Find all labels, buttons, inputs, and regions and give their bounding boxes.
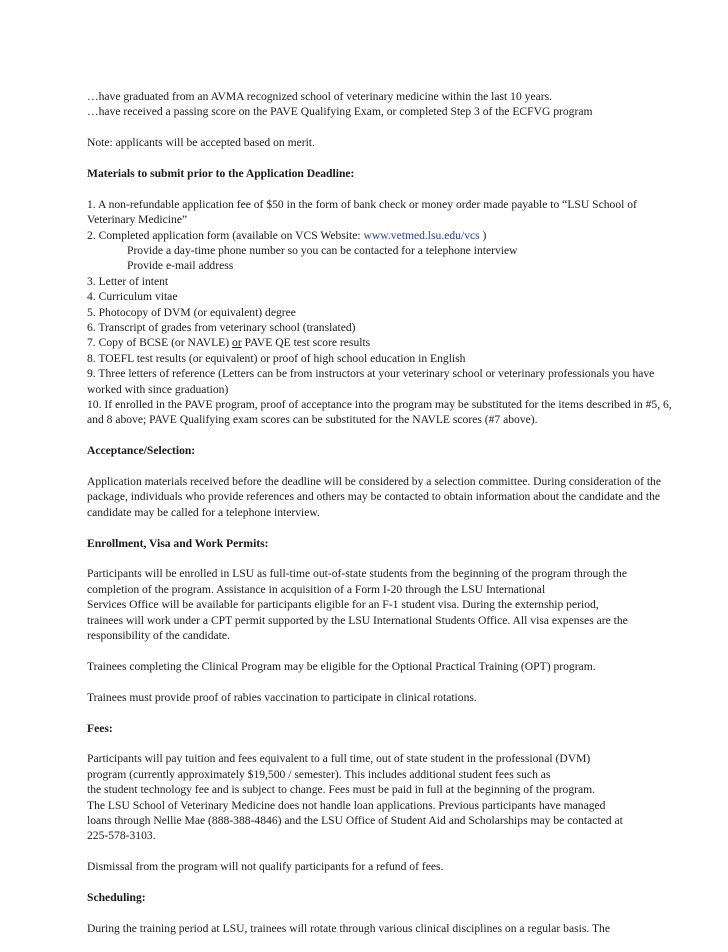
materials-subitem-phone: Provide a day-time phone number so you can be contacted for a telephone interview [127, 244, 518, 258]
fees-line-2: program (currently approximately $19,500 / semester). This includes additional student fees such as [87, 767, 551, 781]
enrollment-line-4: trainees will work under a CPT permit supported by the LSU International Students Office. All visa expenses are the [87, 613, 628, 627]
fees-body [87, 751, 672, 843]
materials-list [87, 197, 672, 428]
materials-item-7-text: 7. Copy of BCSE (or NAVLE) [87, 336, 233, 350]
opt-paragraph: Trainees completing the Clinical Program may be eligible for the Optional Practical Training (OPT) program. [87, 659, 596, 673]
acceptance-heading: Acceptance/Selection: [87, 444, 196, 458]
acceptance-body: Application materials received before the deadline will be considered by a selection committee. During consideration of the package, individuals who provide references and others may be contacted to obtain information about the candidate and the candidate may be called for a telephone interview. [87, 475, 662, 519]
merit-note: Note: applicants will be accepted based on merit. [87, 136, 315, 150]
materials-item-8: 8. TOEFL test results (or equivalent) or proof of high school education in English [87, 351, 466, 365]
enrollment-line-3: Services Office will be available for participants eligible for an F-1 student visa. During the externship period, [87, 598, 599, 612]
rabies-paragraph: Trainees must provide proof of rabies vaccination to participate in clinical rotations. [87, 690, 477, 704]
scheduling-line-1: During the training period at LSU, trainees will rotate through various clinical disciplines on a regular basis. The [87, 921, 610, 935]
materials-item-7-suffix: PAVE QE test score results [241, 336, 371, 350]
eligibility-line-2: …have received a passing score on the PAVE Qualifying Exam, or completed Step 3 of the ECFVG program [87, 105, 593, 119]
enrollment-heading: Enrollment, Visa and Work Permits: [87, 536, 269, 550]
vcs-website-link[interactable]: www.vetmed.lsu.edu/vcs [363, 228, 480, 242]
scheduling-body [87, 921, 672, 936]
enrollment-body [87, 566, 672, 643]
fees-line-3: the student technology fee and is subject to change. Fees must be paid in full at the beginning of the program. [87, 783, 596, 797]
eligibility-line-1: …have graduated from an AVMA recognized school of veterinary medicine within the last 10 years. [87, 90, 553, 103]
enrollment-line-2: completion of the program. Assistance in acquisition of a Form I-20 through the LSU International [87, 582, 546, 596]
enrollment-line-5: responsibility of the candidate. [87, 629, 230, 643]
eligibility-intro [87, 89, 672, 120]
materials-item-2-suffix: ) [479, 228, 487, 242]
scheduling-heading: Scheduling: [87, 890, 146, 904]
materials-heading: Materials to submit prior to the Application Deadline: [87, 167, 355, 180]
fees-line-1: Participants will pay tuition and fees equivalent to a full time, out of state student in the professional (DVM) [87, 752, 591, 766]
fees-line-4: The LSU School of Veterinary Medicine does not handle loan applications. Previous participants have managed [87, 798, 606, 812]
materials-item-10: 10. If enrolled in the PAVE program, proof of acceptance into the program may be substituted for the items described in #5, 6, and 8 above; PAVE Qualifying exam scores can be substituted for the NAVLE scores (#7 above). [87, 398, 672, 427]
fees-line-6: 225-578-3103. [87, 829, 156, 843]
materials-item-6: 6. Transcript of grades from veterinary school (translated) [87, 321, 356, 335]
materials-item-1: 1. A non-refundable application fee of $50 in the form of bank check or money order made payable to “LSU School of Veterinary Medicine” [87, 197, 637, 227]
dismissal-paragraph: Dismissal from the program will not qualify participants for a refund of fees. [87, 860, 444, 874]
materials-item-7 [87, 335, 672, 350]
document-body [87, 89, 672, 952]
materials-item-4: 4. Curriculum vitae [87, 290, 178, 304]
materials-item-9: 9. Three letters of reference (Letters can be from instructors at your veterinary school or veterinary professionals you have worked with since graduation) [87, 367, 655, 396]
materials-item-2-text: 2. Completed application form (available on VCS Website: [87, 228, 364, 242]
fees-heading: Fees: [87, 721, 113, 735]
fees-line-5: loans through Nellie Mae (888-388-4846) and the LSU Office of Student Aid and Scholarships may be contacted at [87, 813, 623, 827]
materials-item-3: 3. Letter of intent [87, 274, 169, 288]
materials-item-7-or: or [232, 336, 242, 350]
materials-item-2 [87, 228, 672, 243]
materials-item-5: 5. Photocopy of DVM (or equivalent) degree [87, 305, 296, 319]
enrollment-line-1: Participants will be enrolled in LSU as full-time out-of-state students from the beginning of the program through the [87, 567, 627, 581]
materials-subitem-email: Provide e-mail address [127, 259, 234, 273]
